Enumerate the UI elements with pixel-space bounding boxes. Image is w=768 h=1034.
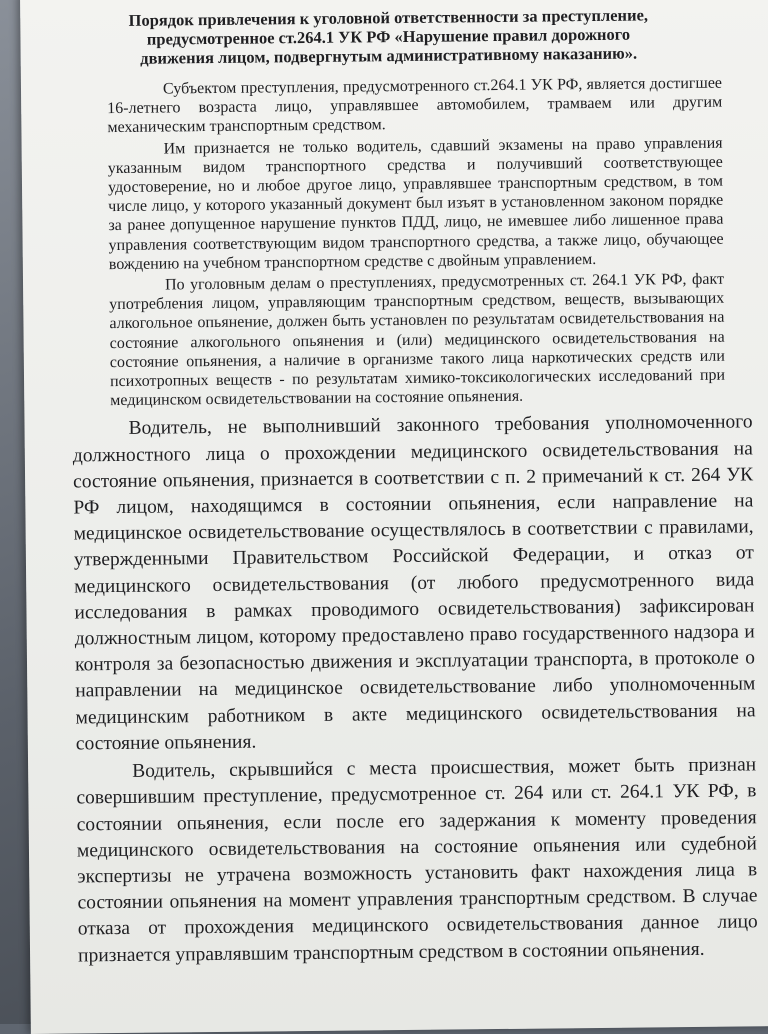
title-line: Порядок привлечения к уголовной ответственности за преступление, [128, 5, 649, 30]
title-line: предусмотренное ст.264.1 УК РФ «Нарушение правил дорожного [146, 24, 631, 49]
paragraph-driver: Им признается не только водитель, сдавший экзамены на право управления указанным видом транспортного средства и получивший соответствующее удостоверение, но и любое другое лицо, управлявшее транспортным средством, в том числе лицо, у которого указанный документ был изъят в установленном законом порядке за ранее допущенное нарушение пунктов ПДД, лицо, не имевшее либо лишенное права управления соответствующим видом транспортного средства, а также лицо, обучающее вождению на учебном транспортном средстве с двойным управлением. [107, 134, 724, 273]
document-title [108, 5, 669, 68]
paragraph-criminal-cases: По уголовным делам о преступлениях, предусмотренных ст. 264.1 УК РФ, факт употребления лицом, управляющим транспортным средством, веществ, вызывающих алкогольное опьянение, должен быть установлен по результатам освидетельствования на состояние алкогольного опьянения и (или) медицинского освидетельствования на состояние опьянения, а наличие в организме такого лица наркотических средств или психотропных веществ - по результатам химико-токсикологических исследований при медицинском освидетельствовании на состояние опьянения. [109, 270, 726, 410]
paragraph-subject: Субъектом преступления, предусмотренного ст.264.1 УК РФ, является достигшее 16-летнего возраста лицо, управлявшее автомобилем, трамваем или другим механическим транспортным средством. [107, 74, 723, 137]
document-body [68, 4, 768, 969]
paper-sheet [20, 0, 768, 1034]
paragraph-fled-scene: Водитель, скрывшийся с места происшествия, может быть признан совершившим преступление, предусмотренное ст. 264 или ст. 264.1 УК РФ, в состоянии опьянения, если после его задержания к моменту проведения медицинского освидетельствования на состояние опьянения или судебной экспертизы не утрачена возможность установить факт нахождения лица в состоянии опьянения на момент управления транспортным средством. В случае отказа от прохождения медицинского освидетельствования данное лицо признается управлявшим транспортным средством в состоянии опьянения. [76, 754, 758, 966]
paragraph-refusal: Водитель, не выполнивший законного требования уполномоченного должностного лица о прохождении медицинского освидетельствования на состояние опьянения, признается в соответствии с п. 2 примечаний к ст. 264 УК РФ лицом, находящимся в состоянии опьянения, если направление на медицинское освидетельствование осуществлялось в соответствии с правилами, утвержденными Правительством Российской Федерации, и отказ от медицинского освидетельствования (от любого предусмотренного вида исследования в рамках проводимого освидетельствования) зафиксирован должностным лицом, которому предоставлено право государственного надзора и контроля за безопасностью движения и эксплуатации транспорта, в протоколе о направлении на медицинское освидетельствование либо уполномоченным медицинским работником в акте медицинского освидетельствования на состояние опьянения. [72, 411, 756, 755]
title-line: движения лицом, подвергнутым административному наказанию». [140, 43, 638, 68]
